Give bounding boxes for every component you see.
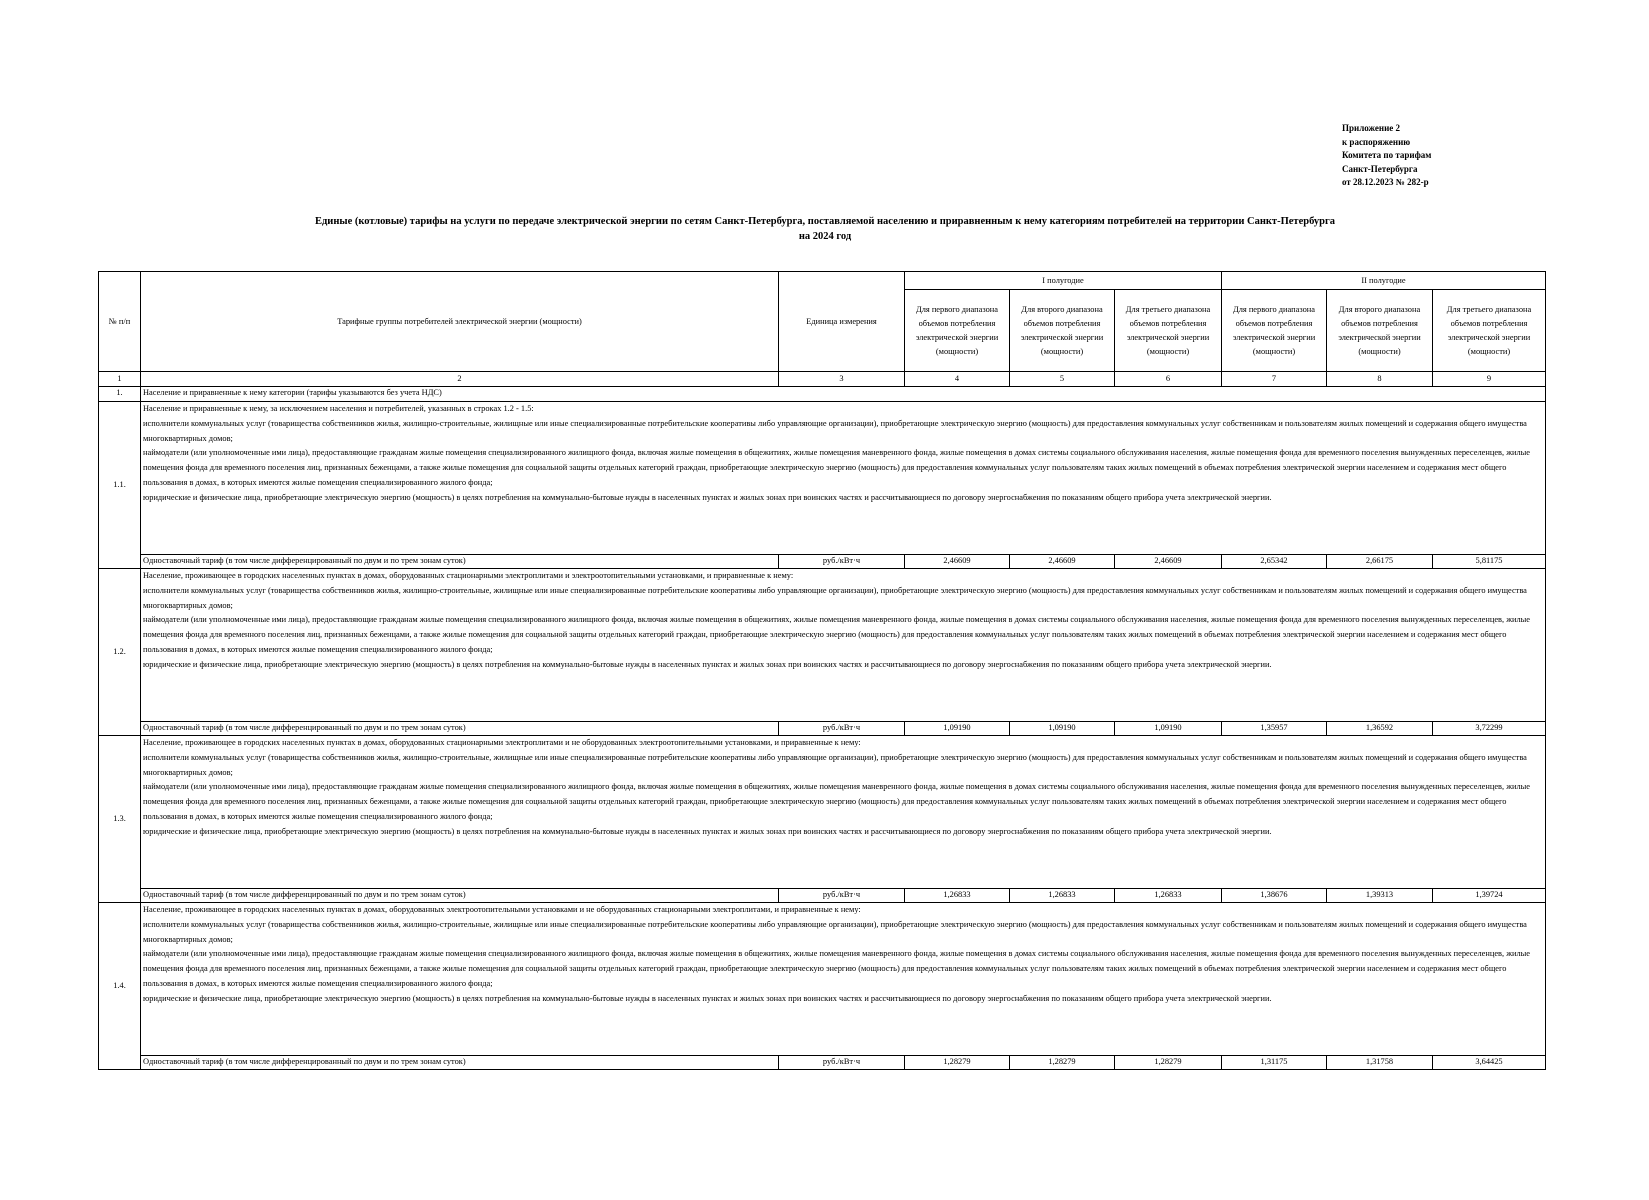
tariff-value: 1,31758: [1327, 1056, 1433, 1070]
tariff-value: 1,38676: [1222, 889, 1327, 903]
tariff-value-row: [99, 889, 1546, 903]
tariff-table: [98, 271, 1546, 1070]
column-number: 8: [1327, 372, 1433, 387]
tariff-unit: руб./кВт·ч: [779, 889, 905, 903]
appendix-line: к распоряжению: [1342, 136, 1411, 147]
appendix-block: [1342, 122, 1431, 190]
tariff-value: 2,46609: [1010, 555, 1115, 569]
row-num: 1.1.: [99, 402, 141, 569]
group-description: [141, 903, 1546, 1056]
document-title: [140, 214, 1510, 244]
tariff-label: Одноставочный тариф (в том числе дифференцированный по двум и по трем зонам суток): [141, 722, 779, 736]
row-num: 1.4.: [99, 903, 141, 1070]
tariff-value: 1,09190: [905, 722, 1010, 736]
column-number: 5: [1010, 372, 1115, 387]
header-groups: Тарифные группы потребителей электрической энергии (мощности): [141, 272, 779, 372]
group-description: [141, 402, 1546, 555]
tariff-unit: руб./кВт·ч: [779, 722, 905, 736]
header-half-1: I полугодие: [905, 272, 1222, 290]
row-num: 1.2.: [99, 569, 141, 736]
header-half-2: II полугодие: [1222, 272, 1546, 290]
table-body: [99, 272, 1546, 1070]
tariff-value: 2,46609: [1115, 555, 1222, 569]
tariff-value: 1,36592: [1327, 722, 1433, 736]
title-line-2: на 2024 год: [798, 231, 852, 242]
tariff-value: 3,64425: [1433, 1056, 1546, 1070]
tariff-value: 1,28279: [1010, 1056, 1115, 1070]
tariff-value: 1,09190: [1115, 722, 1222, 736]
group-intro: Население, проживающее в городских населенных пунктах в домах, оборудованных стационарными электроплитами и электроотопительными установками, и приравненные к нему:: [143, 571, 794, 580]
header-range-2: Для второго диапазона объемов потребления электрической энергии (мощности): [1010, 290, 1115, 372]
tariff-value: 1,26833: [1115, 889, 1222, 903]
section-label: Население и приравненные к нему категории (тарифы указываются без учета НДС): [141, 387, 1546, 402]
tariff-group-row: [99, 569, 1546, 722]
column-number: 3: [779, 372, 905, 387]
tariff-value: 5,81175: [1433, 555, 1546, 569]
tariff-unit: руб./кВт·ч: [779, 555, 905, 569]
tariff-value: 1,28279: [905, 1056, 1010, 1070]
tariff-group-row: [99, 402, 1546, 555]
column-number: 7: [1222, 372, 1327, 387]
header-unit: Единица измерения: [779, 272, 905, 372]
tariff-value: 1,26833: [905, 889, 1010, 903]
tariff-value: 2,46609: [905, 555, 1010, 569]
header-num: № п/п: [99, 272, 141, 372]
group-paragraph: наймодатели (или уполномоченные ими лица), предоставляющие гражданам жилые помещения специализированного жилищного фонда, включая жилые помещения в общежитиях, жилые помещения маневренного фонда, жилые помещения в домах системы социального обслуживания населения, жилые помещения фонда для временного поселения вынужденных переселенцев, жилые помещения фонда для временного поселения лиц, признанных беженцами, а также жилые помещения для социальной защиты отдельных категорий граждан, приобретающие электрическую энергию (мощность) для предоставления коммунальных услуг пользователям таких жилых помещений в объемах потребления электрической энергии населением и содержания мест общего пользования в домах, в которых имеются жилые помещения специализированного жилого фонда;: [143, 782, 1530, 821]
group-paragraph: юридические и физические лица, приобретающие электрическую энергию (мощность) в целях потребления на коммунально-бытовые нужды в населенных пунктах и жилых зонах при воинских частях и рассчитывающиеся по договору энергоснабжения по показаниям общего прибора учета электрической энергии.: [143, 993, 1272, 1003]
tariff-unit: руб./кВт·ч: [779, 1056, 905, 1070]
section-num: 1.: [99, 387, 141, 402]
tariff-value: 1,35957: [1222, 722, 1327, 736]
group-paragraph: исполнители коммунальных услуг (товарищества собственников жилья, жилищно-строительные, жилищные или иные специализированные потребительские кооперативы либо управляющие организации), приобретающие электрическую энергию (мощность) для предоставления коммунальных услуг собственникам и пользователям жилых помещений и содержания общего имущества многоквартирных домов;: [143, 752, 1527, 777]
header-row: [99, 272, 1546, 290]
tariff-value-row: [99, 722, 1546, 736]
tariff-value-row: [99, 1056, 1546, 1070]
group-intro: Население, проживающее в городских населенных пунктах в домах, оборудованных стационарными электроплитами и не оборудованных электроотопительными установками, и приравненные к нему:: [143, 738, 861, 747]
group-paragraph: исполнители коммунальных услуг (товарищества собственников жилья, жилищно-строительные, жилищные или иные специализированные потребительские кооперативы либо управляющие организации), приобретающие электрическую энергию (мощность) для предоставления коммунальных услуг собственникам и пользователям жилых помещений и содержания общего имущества многоквартирных домов;: [143, 585, 1527, 610]
column-number: 9: [1433, 372, 1546, 387]
column-number-row: [99, 372, 1546, 387]
group-paragraph: юридические и физические лица, приобретающие электрическую энергию (мощность) в целях потребления на коммунально-бытовые нужды в населенных пунктах и жилых зонах при воинских частях и рассчитывающиеся по договору энергоснабжения по показаниям общего прибора учета электрической энергии.: [143, 826, 1272, 836]
column-number: 6: [1115, 372, 1222, 387]
tariff-group-row: [99, 736, 1546, 889]
column-number: 4: [905, 372, 1010, 387]
appendix-line: Приложение 2: [1342, 123, 1401, 133]
header-range-2: Для второго диапазона объемов потребления электрической энергии (мощности): [1327, 290, 1433, 372]
header-range-3: Для третьего диапазона объемов потребления электрической энергии (мощности): [1115, 290, 1222, 372]
tariff-label: Одноставочный тариф (в том числе дифференцированный по двум и по трем зонам суток): [141, 889, 779, 903]
tariff-value: 1,09190: [1010, 722, 1115, 736]
group-paragraph: юридические и физические лица, приобретающие электрическую энергию (мощность) в целях потребления на коммунально-бытовые нужды в населенных пунктах и жилых зонах при воинских частях и рассчитывающиеся по договору энергоснабжения по показаниям общего прибора учета электрической энергии.: [143, 492, 1272, 502]
title-line-1: Единые (котловые) тарифы на услуги по передаче электрической энергии по сетям Санкт-Петербурга, поставляемой населению и приравненным к нему категориям потребителей на территории Санкт-Петербурга: [314, 216, 1336, 227]
group-paragraph: наймодатели (или уполномоченные ими лица), предоставляющие гражданам жилые помещения специализированного жилищного фонда, включая жилые помещения в общежитиях, жилые помещения маневренного фонда, жилые помещения в домах системы социального обслуживания населения, жилые помещения фонда для временного поселения вынужденных переселенцев, жилые помещения фонда для временного поселения лиц, признанных беженцами, а также жилые помещения для социальной защиты отдельных категорий граждан, приобретающие электрическую энергию (мощность) для предоставления коммунальных услуг пользователям таких жилых помещений в объемах потребления электрической энергии населением и содержания мест общего пользования в домах, в которых имеются жилые помещения специализированного жилого фонда;: [143, 949, 1530, 988]
appendix-line: Санкт-Петербурга: [1342, 163, 1418, 174]
tariff-value: 1,26833: [1010, 889, 1115, 903]
tariff-value: 2,66175: [1327, 555, 1433, 569]
tariff-value: 3,72299: [1433, 722, 1546, 736]
tariff-group-row: [99, 903, 1546, 1056]
tariff-label: Одноставочный тариф (в том числе дифференцированный по двум и по трем зонам суток): [141, 1056, 779, 1070]
tariff-value: 2,65342: [1222, 555, 1327, 569]
group-description: [141, 736, 1546, 889]
column-number: 2: [141, 372, 779, 387]
header-range-3: Для третьего диапазона объемов потребления электрической энергии (мощности): [1433, 290, 1546, 372]
section-row: [99, 387, 1546, 402]
tariff-value: 1,39313: [1327, 889, 1433, 903]
tariff-value: 1,39724: [1433, 889, 1546, 903]
group-paragraph: исполнители коммунальных услуг (товарищества собственников жилья, жилищно-строительные, жилищные или иные специализированные потребительские кооперативы либо управляющие организации), приобретающие электрическую энергию (мощность) для предоставления коммунальных услуг собственникам и пользователям жилых помещений и содержания общего имущества многоквартирных домов;: [143, 418, 1527, 443]
tariff-value: 1,31175: [1222, 1056, 1327, 1070]
group-intro: Население и приравненные к нему, за исключением населения и потребителей, указанных в строках 1.2 - 1.5:: [143, 404, 534, 413]
column-number: 1: [99, 372, 141, 387]
tariff-value-row: [99, 555, 1546, 569]
tariff-value: 1,28279: [1115, 1056, 1222, 1070]
header-range-1: Для первого диапазона объемов потребления электрической энергии (мощности): [905, 290, 1010, 372]
group-paragraph: наймодатели (или уполномоченные ими лица), предоставляющие гражданам жилые помещения специализированного жилищного фонда, включая жилые помещения в общежитиях, жилые помещения маневренного фонда, жилые помещения в домах системы социального обслуживания населения, жилые помещения фонда для временного поселения вынужденных переселенцев, жилые помещения фонда для временного поселения лиц, признанных беженцами, а также жилые помещения для социальной защиты отдельных категорий граждан, приобретающие электрическую энергию (мощность) для предоставления коммунальных услуг пользователям таких жилых помещений в объемах потребления электрической энергии населением и содержания мест общего пользования в домах, в которых имеются жилые помещения специализированного жилого фонда;: [143, 615, 1530, 654]
tariff-label: Одноставочный тариф (в том числе дифференцированный по двум и по трем зонам суток): [141, 555, 779, 569]
row-num: 1.3.: [99, 736, 141, 903]
group-intro: Население, проживающее в городских населенных пунктах в домах, оборудованных электроотопительными установками и не оборудованных стационарными электроплитами, и приравненные к нему:: [143, 905, 861, 914]
group-description: [141, 569, 1546, 722]
group-paragraph: исполнители коммунальных услуг (товарищества собственников жилья, жилищно-строительные, жилищные или иные специализированные потребительские кооперативы либо управляющие организации), приобретающие электрическую энергию (мощность) для предоставления коммунальных услуг собственникам и пользователям жилых помещений и содержания общего имущества многоквартирных домов;: [143, 919, 1527, 944]
group-paragraph: юридические и физические лица, приобретающие электрическую энергию (мощность) в целях потребления на коммунально-бытовые нужды в населенных пунктах и жилых зонах при воинских частях и рассчитывающиеся по договору энергоснабжения по показаниям общего прибора учета электрической энергии.: [143, 659, 1272, 669]
appendix-line: от 28.12.2023 № 282-р: [1342, 177, 1429, 188]
group-paragraph: наймодатели (или уполномоченные ими лица), предоставляющие гражданам жилые помещения специализированного жилищного фонда, включая жилые помещения в общежитиях, жилые помещения маневренного фонда, жилые помещения в домах системы социального обслуживания населения, жилые помещения фонда для временного поселения вынужденных переселенцев, жилые помещения фонда для временного поселения лиц, признанных беженцами, а также жилые помещения для социальной защиты отдельных категорий граждан, приобретающие электрическую энергию (мощность) для предоставления коммунальных услуг пользователям таких жилых помещений в объемах потребления электрической энергии населением и содержания мест общего пользования в домах, в которых имеются жилые помещения специализированного жилого фонда;: [143, 448, 1530, 487]
header-range-1: Для первого диапазона объемов потребления электрической энергии (мощности): [1222, 290, 1327, 372]
appendix-line: Комитета по тарифам: [1342, 150, 1432, 161]
